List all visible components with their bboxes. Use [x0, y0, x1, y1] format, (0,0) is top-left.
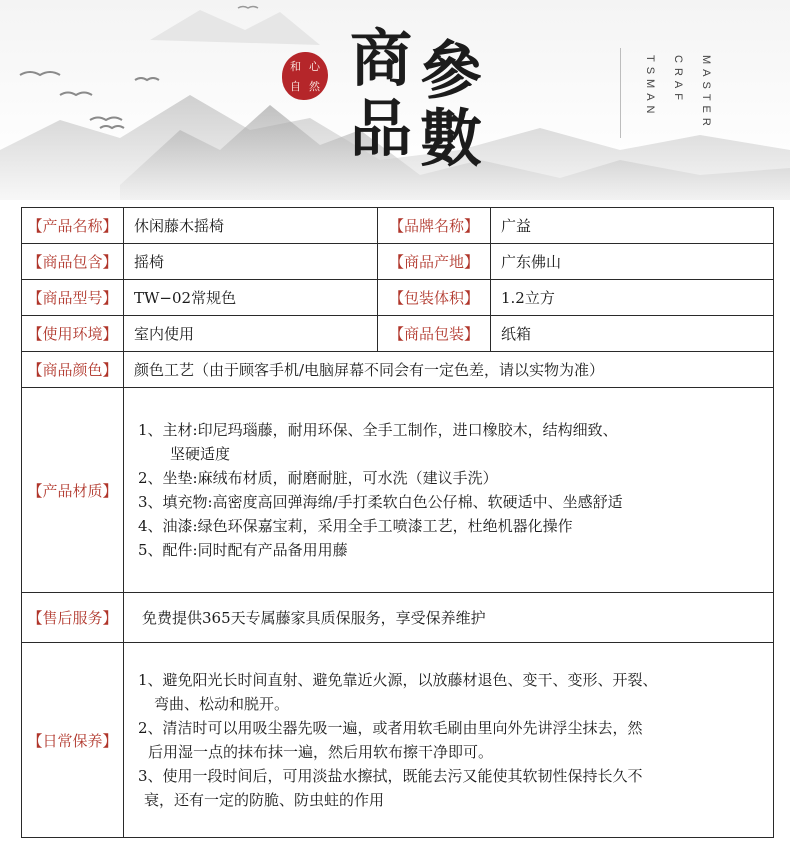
header-banner [0, 0, 790, 200]
table-row [22, 208, 774, 244]
table-row [22, 280, 774, 316]
spec-table [21, 207, 774, 838]
value-brand-name: 广益 [491, 208, 774, 244]
brand-line-2: CRAF [672, 55, 684, 105]
brand-divider [620, 48, 621, 138]
table-row [22, 352, 774, 388]
label-package-volume: 【包装体积】 [378, 280, 491, 316]
table-row [22, 643, 774, 838]
material-line-4: 4、油漆:绿色环保嘉宝莉，采用全手工喷漆工艺，杜绝机器化操作 [138, 517, 573, 535]
care-line-1-cont: 弯曲、松动和脱开。 [154, 695, 290, 713]
table-row [22, 316, 774, 352]
label-model: 【商品型号】 [22, 280, 124, 316]
label-daily-care: 【日常保养】 [22, 643, 124, 838]
label-brand-name: 【品牌名称】 [378, 208, 491, 244]
value-model: TW−02常规色 [124, 280, 378, 316]
value-packaging: 纸箱 [491, 316, 774, 352]
title-char-2: 品 [350, 92, 413, 165]
label-product-name: 【产品名称】 [22, 208, 124, 244]
care-line-1: 1、避免阳光长时间直射、避免靠近火源，以放藤材退色、变干、变形、开裂、 [138, 671, 658, 689]
seal-stamp: 和 心 自 然 [282, 52, 328, 100]
material-line-1-cont: 坚硬适度 [170, 445, 231, 463]
material-line-5: 5、配件:同时配有产品备用用藤 [138, 541, 348, 559]
material-line-3: 3、填充物:高密度高回弹海绵/手打柔软白色公仔棉、软硬适中、坐感舒适 [138, 493, 623, 511]
value-material [124, 388, 774, 593]
label-color: 【商品颜色】 [22, 352, 124, 388]
label-material: 【产品材质】 [22, 388, 124, 593]
label-package-contents: 【商品包含】 [22, 244, 124, 280]
brand-line-3: TSMAN [644, 55, 656, 119]
value-daily-care [124, 643, 774, 838]
material-line-1: 1、主材:印尼玛瑙藤，耐用环保、全手工制作，进口橡胶木，结构细致、 [138, 421, 618, 439]
value-package-contents: 摇椅 [124, 244, 378, 280]
brand-line-1: MASTER [700, 55, 712, 131]
care-line-3: 3、使用一段时间后，可用淡盐水擦拭，既能去污又能使其软韧性保持长久不 [138, 767, 643, 785]
label-origin: 【商品产地】 [378, 244, 491, 280]
title-char-4: 數 [420, 102, 483, 175]
title-char-1: 商 [350, 22, 413, 95]
table-row [22, 388, 774, 593]
label-environment: 【使用环境】 [22, 316, 124, 352]
material-line-2: 2、坐垫:麻绒布材质，耐磨耐脏，可水洗（建议手洗） [138, 469, 498, 487]
label-packaging: 【商品包装】 [378, 316, 491, 352]
value-product-name: 休闲藤木摇椅 [124, 208, 378, 244]
value-origin: 广东佛山 [491, 244, 774, 280]
care-line-2-cont: 后用湿一点的抹布抹一遍，然后用软布擦干净即可。 [148, 743, 494, 761]
care-line-3-cont: 衰，还有一定的防脆、防虫蛀的作用 [144, 791, 385, 809]
label-after-sales: 【售后服务】 [22, 593, 124, 643]
table-row [22, 593, 774, 643]
value-color: 颜色工艺（由于顾客手机/电脑屏幕不同会有一定色差，请以实物为准） [124, 352, 774, 388]
value-environment: 室内使用 [124, 316, 378, 352]
care-line-2: 2、清洁时可以用吸尘器先吸一遍，或者用软毛刷由里向外先讲浮尘抹去，然 [138, 719, 643, 737]
value-after-sales: 免费提供365天专属藤家具质保服务，享受保养维护 [124, 593, 774, 643]
value-package-volume: 1.2立方 [491, 280, 774, 316]
table-row [22, 244, 774, 280]
title-char-3: 參 [420, 34, 483, 107]
